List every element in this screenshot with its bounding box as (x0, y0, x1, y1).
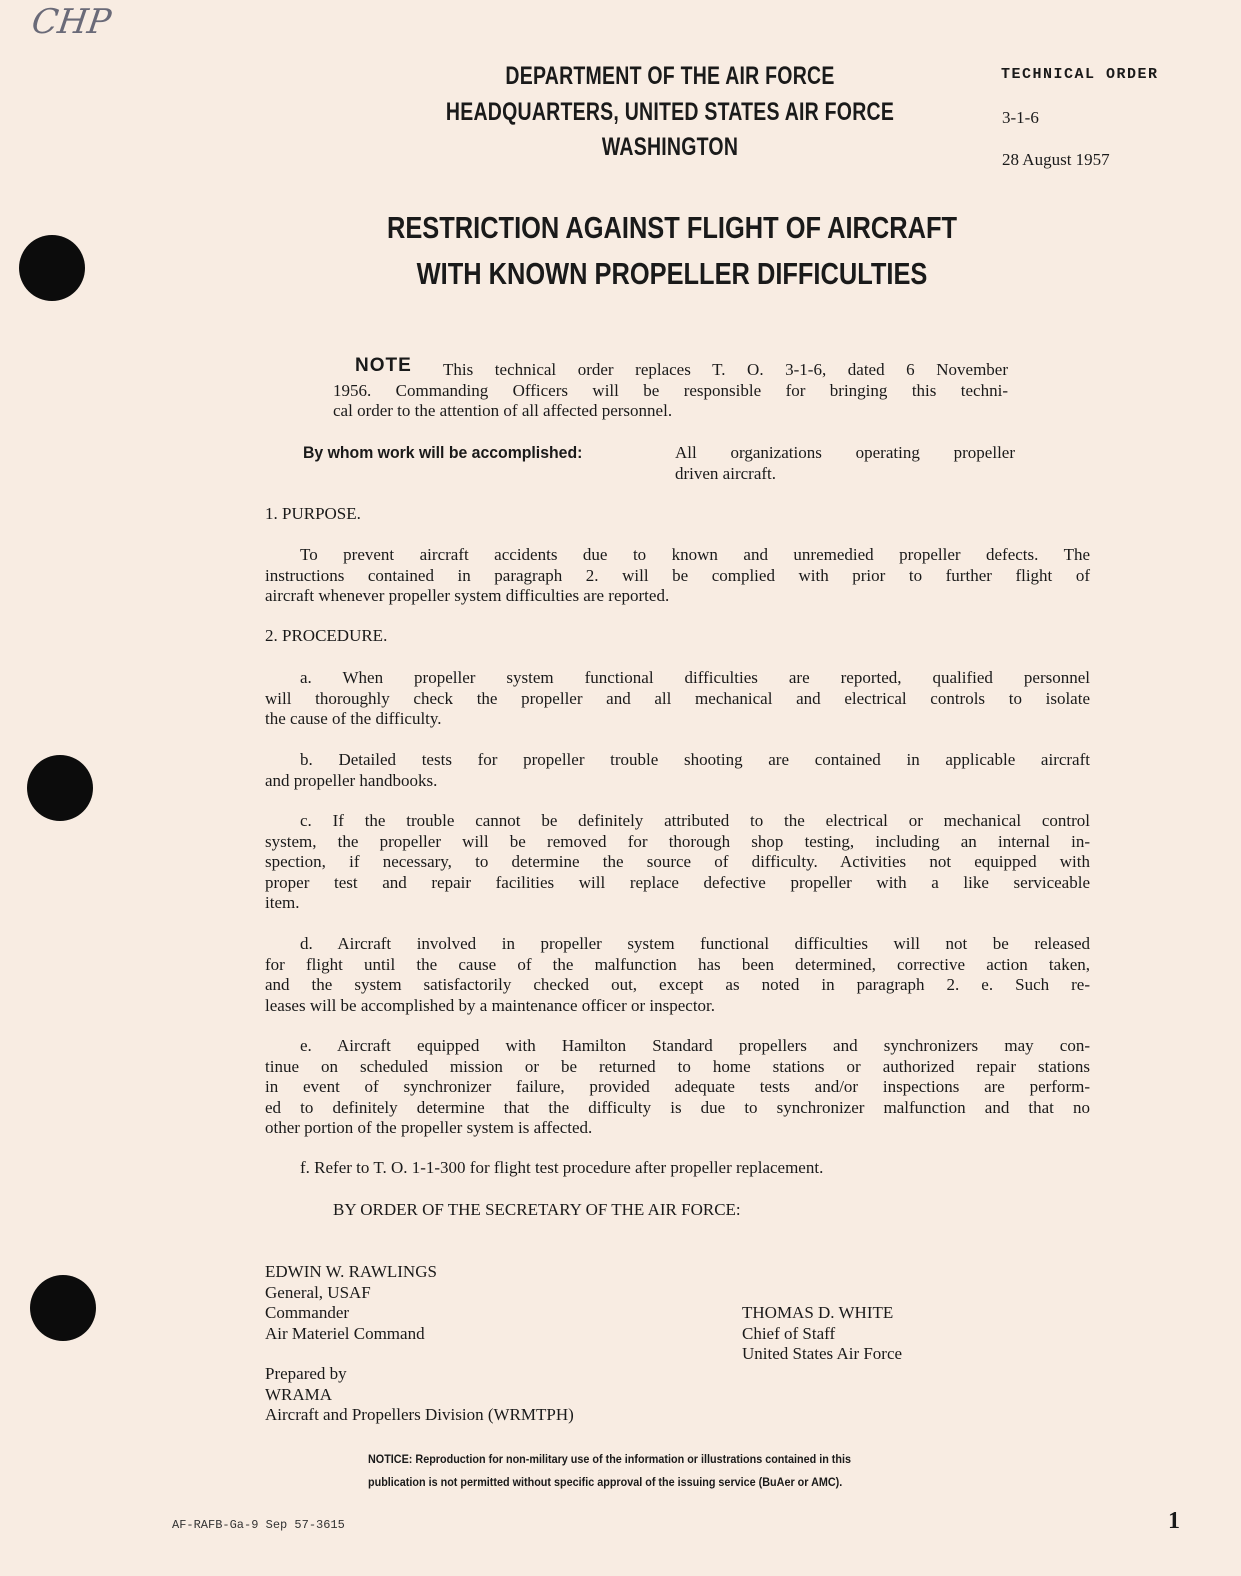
text-line: the cause of the difficulty. (265, 709, 442, 728)
procedure-item-d (265, 934, 1090, 1016)
text-line: f. Refer to T. O. 1-1-300 for flight test procedure after propeller replacement. (300, 1158, 824, 1177)
text-line: ed to definitely determine that the difficulty is due to synchronizer malfunction and that no (265, 1097, 1090, 1117)
document-title-line1: RESTRICTION AGAINST FLIGHT OF AIRCRAFT (386, 210, 958, 245)
procedure-item-e (265, 1036, 1090, 1139)
by-order-line: BY ORDER OF THE SECRETARY OF THE AIR FORCE: (333, 1200, 741, 1219)
purpose-paragraph (265, 545, 1090, 607)
text-line: General, USAF (265, 1282, 371, 1302)
document-title-line2: WITH KNOWN PROPELLER DIFFICULTIES (416, 256, 928, 291)
punch-hole (27, 755, 93, 821)
text-line: for flight until the cause of the malfunction has been determined, corrective action taken, (265, 954, 1090, 974)
text-line: spection, if necessary, to determine the source of difficulty. Activities not equipped with (265, 852, 1090, 871)
text-line: This technical order replaces T. O. 3-1-6, dated 6 November (443, 360, 1008, 379)
text-line: will thoroughly check the propeller and all mechanical and electrical controls to isolate (265, 688, 1090, 708)
text-line: proper test and repair facilities will replace defective propeller with a like serviceable (265, 872, 1090, 892)
punch-hole (19, 235, 85, 301)
text-line: c. If the trouble cannot be definitely attributed to the electrical or mechanical control (300, 811, 1090, 830)
technical-order-number: 3-1-6 (1002, 108, 1039, 127)
text-line: a. When propeller system functional difficulties are reported, qualified personnel (300, 668, 1090, 687)
text-line: driven aircraft. (675, 463, 776, 483)
text-line: item. (265, 893, 300, 912)
section-purpose-heading: 1. PURPOSE. (265, 504, 361, 523)
text-line: Chief of Staff (742, 1323, 836, 1343)
by-whom-label: By whom work will be accomplished: (303, 443, 583, 462)
document-date: 28 August 1957 (1002, 150, 1110, 169)
text-line: To prevent aircraft accidents due to known and unremedied propeller defects. The (300, 545, 1090, 564)
procedure-item-a (265, 668, 1090, 730)
text-line: 1956. Commanding Officers will be responsible for bringing this techni- (333, 380, 1008, 400)
header-location: WASHINGTON (601, 133, 739, 161)
print-code: AF-RAFB-Ga-9 Sep 57-3615 (172, 1518, 345, 1532)
text-line: All organizations operating propeller (675, 443, 1015, 462)
text-line: and propeller handbooks. (265, 770, 438, 790)
text-line: in event of synchronizer failure, provided adequate tests and/or inspections are perform- (265, 1077, 1090, 1096)
text-line: b. Detailed tests for propeller trouble shooting are contained in applicable aircraft (300, 750, 1090, 769)
note-label: NOTE (355, 355, 412, 376)
page-number: 1 (1168, 1508, 1180, 1534)
reproduction-notice-line1: NOTICE: Reproduction for non-military use of the information or illustrations contained in this (368, 1452, 852, 1466)
text-line: d. Aircraft involved in propeller system functional difficulties will not be released (300, 934, 1090, 953)
by-whom-value (675, 443, 1015, 484)
procedure-item-c (265, 811, 1090, 914)
text-line: WRAMA (265, 1384, 333, 1404)
signature-right (742, 1303, 902, 1365)
text-line: Air Materiel Command (265, 1323, 425, 1343)
section-procedure-heading: 2. PROCEDURE. (265, 626, 388, 645)
text-line: Prepared by (265, 1364, 347, 1383)
text-line: tinue on scheduled mission or be returned to home stations or authorized repair stations (265, 1056, 1090, 1076)
text-line: other portion of the propeller system is affected. (265, 1118, 593, 1137)
text-line: THOMAS D. WHITE (742, 1303, 894, 1322)
text-line: and the system satisfactorily checked out, except as noted in paragraph 2. e. Such re- (265, 975, 1090, 994)
text-line: United States Air Force (742, 1344, 903, 1363)
text-line: Commander (265, 1303, 350, 1322)
text-line: Aircraft and Propellers Division (WRMTPH) (265, 1405, 574, 1424)
procedure-item-f (265, 1158, 1090, 1179)
text-line: instructions contained in paragraph 2. will be complied with prior to further flight of (265, 565, 1090, 585)
text-line: cal order to the attention of all affected personnel. (333, 401, 673, 420)
text-line: EDWIN W. RAWLINGS (265, 1262, 437, 1281)
note-text (333, 360, 1008, 422)
text-line: e. Aircraft equipped with Hamilton Standard propellers and synchronizers may con- (300, 1036, 1090, 1055)
signature-left (265, 1262, 437, 1344)
procedure-item-b (265, 750, 1090, 791)
text-line: system, the propeller will be removed for thorough shop testing, including an internal in- (265, 831, 1090, 851)
technical-order-label: TECHNICAL ORDER (1001, 66, 1159, 83)
text-line: aircraft whenever propeller system difficulties are reported. (265, 586, 670, 605)
prepared-by (265, 1364, 574, 1426)
reproduction-notice-line2: publication is not permitted without specific approval of the issuing service (BuAer or AMC). (368, 1475, 843, 1489)
header-headquarters: HEADQUARTERS, UNITED STATES AIR FORCE (445, 98, 895, 126)
text-line: leases will be accomplished by a maintenance officer or inspector. (265, 995, 716, 1015)
handwritten-initials: CHP (29, 2, 114, 42)
header-department: DEPARTMENT OF THE AIR FORCE (505, 62, 835, 90)
punch-hole (30, 1275, 96, 1341)
